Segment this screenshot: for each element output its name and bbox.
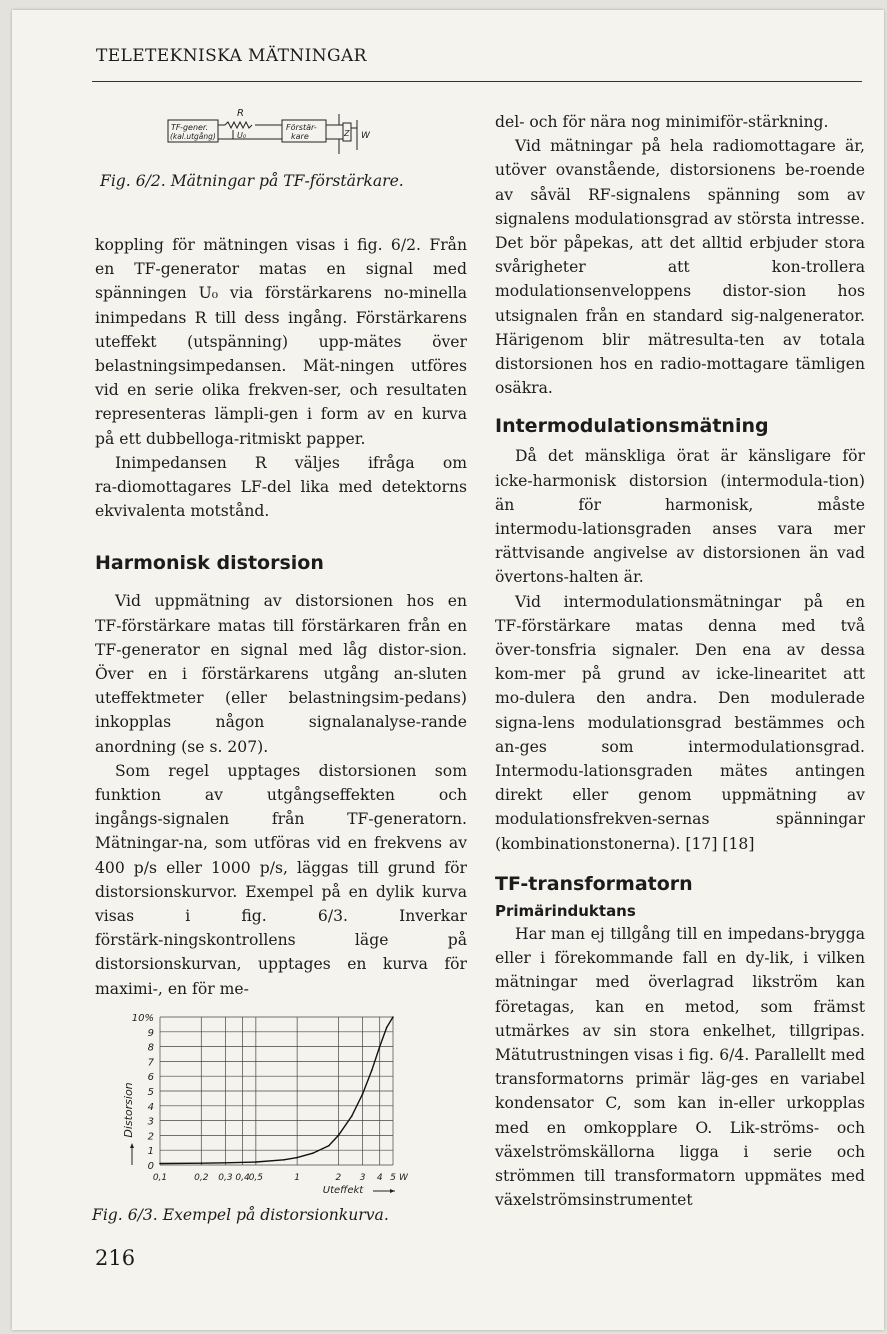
data-point xyxy=(379,1046,381,1048)
data-point xyxy=(371,1069,373,1071)
header-rule xyxy=(92,81,862,82)
figure-6-3-chart xyxy=(110,1005,430,1205)
left-paragraph-3: Vid uppmätning av distorsionen hos en TF‑förstärkare matas till förstärkaren från en TF‑generator en signal med låg distor‑sion. Över en i förstärkarens utgång an‑sluten uteffektmeter (eller belastningsim‑pedans) inkopplas någon signalanalyse‑rande anordning (se s. 207). xyxy=(95,592,467,756)
y-tick-label: 2 xyxy=(147,1131,154,1143)
data-point xyxy=(225,1162,227,1164)
page-number: 216 xyxy=(95,1246,136,1270)
right-paragraph-5: Har man ej tillgång till en impedans‑brygga eller i förekommande fall en dy‑lik, i vilken mätningar med överlagrad likström kan företagas, kan en metod, som främst utmärkes av sin stora enkelhet, tillgripas. Mätutrustningen visas i fig. 6/4. Parallellt med transformatorns primär läg‑ges en variabel kondensator C, som kan in‑eller urkopplas med en omkopplare O. Lik‑ströms‑ och växelströmskällorna ligga i serie och strömmen till transformatorn uppmätes med växelströmsinstrumentet xyxy=(495,924,865,1210)
left-paragraph-1: koppling för mätningen visas i fig. 6/2. Från en TF‑generator matas en signal med spänningen U₀ via förstärkarens no‑minella inimpedans R till dess ingång. Förstärkarens uteffekt (utspänning) upp‑mätes över belastningsimpedansen. Mät‑ningen utföres vid en serie olika frekven‑ser, och resultaten representeras lämpli‑gen i form av en kurva på ett dubbelloga‑ritmiskt papper. xyxy=(95,236,467,448)
data-point xyxy=(351,1115,353,1117)
figure-6-3-caption: Fig. 6/3. Exempel på distorsionkurva. xyxy=(92,1206,389,1224)
resistor-R xyxy=(225,122,252,128)
x-tick-label: 4 xyxy=(376,1173,383,1183)
y-tick-label: 5 xyxy=(147,1087,154,1098)
figure-6-2-caption: Fig. 6/2. Mätningar på TF‑förstärkare. xyxy=(100,172,404,190)
y-tick-label: 4 xyxy=(147,1101,154,1113)
data-point xyxy=(255,1161,257,1163)
x-tick-label: 2 xyxy=(335,1173,342,1183)
generator-label-1: TF-gener. xyxy=(171,123,209,132)
label-R: R xyxy=(237,108,244,119)
amplifier-label-2: kare xyxy=(291,132,309,141)
data-point xyxy=(200,1162,202,1164)
data-point xyxy=(386,1027,388,1029)
right-paragraph-4: Vid intermodulationsmätningar på en TF‑förstärkare matas denna med två över‑tonsfria signaler. Den ena av dessa kom‑mer på grund av icke‑linearitet att mo‑dulera den andra. Den modulerade signa‑lens modulationsgrad bestämmes och an‑ges som intermodulationsgrad. Intermodu‑lationsgraden mätes antingen direkt eller genom uppmätning av modulationsfrekven‑sernas spänningar (kombinationstonerna). [17] [18] xyxy=(495,592,865,853)
y-tick-label: 0 xyxy=(147,1161,154,1172)
x-tick-label: 1 xyxy=(294,1173,301,1183)
right-paragraph-1: del‑ och för nära nog minimiför‑stärkning. xyxy=(495,113,829,131)
data-point xyxy=(328,1145,330,1147)
y-tick-label: 1 xyxy=(147,1146,154,1158)
x-tick-label: 0,4 xyxy=(235,1173,250,1183)
amplifier-label-1: Förstär- xyxy=(286,123,317,132)
data-point xyxy=(338,1135,340,1137)
label-U0: U₀ xyxy=(237,131,247,140)
series-line-distorsion xyxy=(160,1017,393,1164)
x-tick-label: 0,5 xyxy=(248,1173,264,1183)
x-axis-arrowhead xyxy=(390,1189,395,1193)
left-column xyxy=(95,233,467,1001)
y-tick-label: 6 xyxy=(147,1072,154,1084)
figure-6-2-diagram xyxy=(165,106,375,162)
x-unit-label: W xyxy=(399,1173,408,1183)
x-tick-label: 5 xyxy=(390,1173,396,1183)
right-paragraph-2: Vid mätningar på hela radiomottagare är, utöver ovanstående, distorsionens be‑roende av såväl RF‑signalens spänning som av signalens modulationsgrad av största intresse. Det bör påpekas, att det alltid erbjuder stora svårigheter att kon‑trollera modulationsenveloppens distor‑sion hos utsignalen från en standard sig‑nalgenerator. Härigenom blir mätresulta‑ten av totala distorsionen hos en radio‑mottagare tämligen osäkra. xyxy=(495,137,865,398)
heading-intermodulationsmatning: Intermodulationsmätning xyxy=(495,415,769,438)
label-Z: Z xyxy=(344,129,350,138)
data-point xyxy=(296,1157,298,1159)
x-tick-label: 0,3 xyxy=(218,1173,233,1183)
data-point xyxy=(392,1016,394,1018)
x-tick-label: 3 xyxy=(359,1173,366,1183)
y-axis-label: Distorsion xyxy=(122,1082,135,1138)
data-point xyxy=(283,1159,285,1161)
data-point xyxy=(312,1152,314,1154)
heading-harmonisk-distorsion: Harmonisk distorsion xyxy=(95,552,324,575)
x-tick-label: 0,2 xyxy=(194,1173,209,1183)
y-tick-label: 10% xyxy=(131,1013,154,1024)
left-paragraph-2: Inimpedansen R väljes ifråga om ra‑diomottagares LF‑del lika med detektorns ekvivalenta motstånd. xyxy=(95,453,467,521)
y-tick-label: 7 xyxy=(147,1057,154,1069)
label-W: W xyxy=(361,131,370,141)
subheading-primarinduktans: Primärinduktans xyxy=(495,901,636,920)
x-tick-label: 0,1 xyxy=(152,1173,168,1183)
right-column xyxy=(495,110,865,1212)
y-axis-arrowhead xyxy=(130,1143,134,1148)
generator-label-2: (kal.utgång) xyxy=(170,132,216,141)
data-point xyxy=(362,1093,364,1095)
y-tick-label: 3 xyxy=(147,1116,154,1128)
right-paragraph-3: Då det mänskliga örat är känsligare för icke‑harmonisk distorsion (intermodula‑tion) än för harmonisk, måste intermodu‑lationsgraden anses vara mer rättvisande angivelse av distorsionen än vad övertons‑halten är. xyxy=(495,447,865,587)
x-axis-label: Uteffekt xyxy=(322,1185,364,1196)
heading-tf-transformatorn: TF-transformatorn xyxy=(495,872,693,895)
running-header: TELETEKNISKA MÄTNINGAR xyxy=(96,46,367,66)
y-tick-label: 9 xyxy=(147,1027,154,1039)
data-point xyxy=(159,1163,161,1165)
y-tick-label: 8 xyxy=(147,1042,154,1054)
left-paragraph-4: Som regel upptages distorsionen som funktion av utgångseffekten och ingångs‑signalen från TF‑generatorn. Mätningar‑na, som utföras vid en frekvens av 400 p/s eller 1000 p/s, läggas till grund för distorsionskurvor. Exempel på en dylik kurva visas i fig. 6/3. Inverkar förstärk‑ningskontrollens läge på distorsionskurvan, upptages en kurva för maximi‑, en för me‑ xyxy=(95,761,467,998)
